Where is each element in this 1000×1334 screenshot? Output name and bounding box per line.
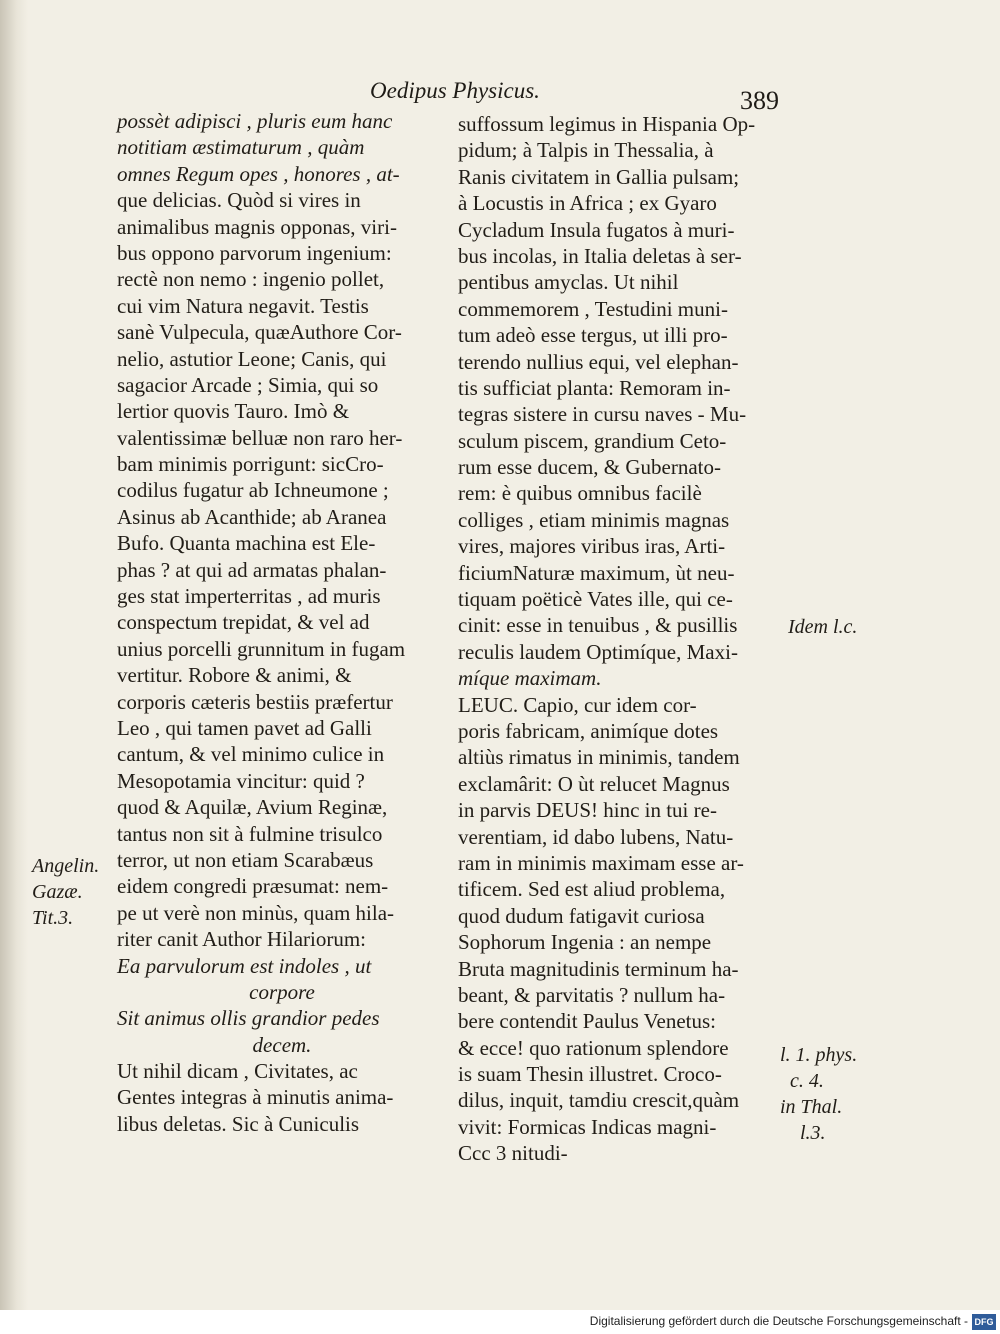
text-line: valentissimæ belluæ non raro her- xyxy=(117,425,403,450)
text-line: sculum piscem, grandium Ceto- xyxy=(458,428,727,453)
text-line: decem. xyxy=(252,1032,312,1057)
text-line: is suam Thesin illustret. Croco- xyxy=(458,1062,722,1087)
text-line: & ecce! quo rationum splendore xyxy=(458,1035,729,1060)
text-line: quod dudum fatigavit curiosa xyxy=(458,903,705,928)
text-line: cinit: esse in tenuibus , & pusillis xyxy=(458,613,738,638)
text-line: bus incolas, in Italia deletas à ser- xyxy=(458,243,742,268)
text-line: que delicias. Quòd si vires in xyxy=(117,188,361,213)
text-line: sagacior Arcade ; Simia, qui so xyxy=(117,372,379,397)
text-line: corpore xyxy=(249,979,315,1004)
text-line: pe ut verè non minùs, quam hila- xyxy=(117,900,395,925)
text-line: reculis laudem Optimíque, Maxi- xyxy=(458,639,738,664)
running-title: Oedipus Physicus. xyxy=(370,78,540,103)
text-line: dilus, inquit, tamdiu crescit,quàm xyxy=(458,1088,740,1113)
margin-note-line: Angelin. xyxy=(32,855,100,877)
text-line: pentibus amyclas. Ut nihil xyxy=(458,270,679,295)
text-line: omnes Regum opes , honores , at- xyxy=(117,161,400,186)
text-line: commemorem , Testudini muni- xyxy=(458,296,728,321)
text-line: bam minimis porrigunt: sicCro- xyxy=(117,452,384,477)
margin-note-line: l. 1. phys. xyxy=(780,1044,858,1066)
text-line: Gentes integras à minutis anima- xyxy=(117,1085,394,1110)
text-line: míque maximam. xyxy=(458,666,602,691)
margin-note-line: Gazæ. xyxy=(32,881,83,903)
text-line: Mesopotamia vincitur: quid ? xyxy=(117,768,365,793)
text-line: nelio, astutior Leone; Canis, qui xyxy=(117,346,387,371)
text-line: riter canit Author Hilariorum: xyxy=(117,927,367,952)
page-number: 389 xyxy=(740,86,779,115)
text-line: cantum, & vel minimo culice in xyxy=(117,742,385,767)
text-line: tificem. Sed est aliud problema, xyxy=(458,877,726,902)
text-line: sanè Vulpecula, quæAuthore Cor- xyxy=(117,320,402,345)
text-line: Ranis civitatem in Gallia pulsam; xyxy=(458,164,740,189)
text-line: à Locustis in Africa ; ex Gyaro xyxy=(458,191,717,216)
text-line: Bruta magnitudinis terminum ha- xyxy=(458,956,739,981)
margin-note-line: in Thal. xyxy=(780,1096,843,1118)
text-line: poris fabricam, animíque dotes xyxy=(458,718,719,743)
text-line: libus deletas. Sic à Cuniculis xyxy=(117,1111,360,1136)
margin-note-phys xyxy=(780,1042,857,1146)
text-line: ficiumNaturæ maximum, ùt neu- xyxy=(458,560,735,585)
text-line: Asinus ab Acanthide; ab Aranea xyxy=(117,504,387,529)
text-line: unius porcelli grunnitum in fugam xyxy=(117,636,406,661)
text-line: conspectum trepidat, & vel ad xyxy=(117,610,370,635)
text-line: vertitur. Robore & animi, & xyxy=(117,663,352,688)
text-line: quod & Aquilæ, Avium Reginæ, xyxy=(117,795,388,820)
text-line: vivit: Formicas Indicas magni- xyxy=(458,1114,717,1139)
left-text-column xyxy=(117,108,447,1137)
text-line: tiquam poëticè Vates ille, qui ce- xyxy=(458,587,733,612)
text-line: bus oppono parvorum ingenium: xyxy=(117,240,392,265)
text-line: ram in minimis maximam esse ar- xyxy=(458,850,744,875)
text-line: phas ? at qui ad armatas phalan- xyxy=(117,557,387,582)
text-line: Sophorum Ingenia : an nempe xyxy=(458,930,712,955)
text-line: tis sufficiat planta: Remoram in- xyxy=(458,375,731,400)
text-line: Bufo. Quanta machina est Ele- xyxy=(117,531,376,556)
text-line: Ccc 3 nitudi- xyxy=(458,1141,568,1166)
margin-note-idem: Idem l.c. xyxy=(788,616,858,638)
margin-note-line: Tit.3. xyxy=(32,907,74,929)
text-line: verentiam, id dabo lubens, Natu- xyxy=(458,824,734,849)
text-line: codilus fugatur ab Ichneumone ; xyxy=(117,478,389,503)
text-line: vires, majores viribus iras, Arti- xyxy=(458,534,726,559)
text-line: bere contendit Paulus Venetus: xyxy=(458,1009,716,1034)
text-line: eidem congredi præsumat: nem- xyxy=(117,874,389,899)
text-line: terendo nullius equi, vel elephan- xyxy=(458,349,739,374)
dfg-logo: DFG xyxy=(972,1314,996,1330)
text-line: terror, ut non etiam Scarabæus xyxy=(117,847,374,872)
digitization-footer xyxy=(0,1310,1000,1334)
text-line: exclamârit: O ùt relucet Magnus xyxy=(458,771,730,796)
text-line: tantus non sit à fulmine trisulco xyxy=(117,821,383,846)
footer-credit: Digitalisierung gefördert durch die Deutsche Forschungsgemeinschaft - xyxy=(589,1314,968,1328)
text-line: pidum; à Talpis in Thessalia, à xyxy=(458,138,714,163)
page-gutter xyxy=(0,0,28,1310)
text-line: corporis cæteris bestiis præfertur xyxy=(117,689,393,714)
text-line: beant, & parvitatis ? nullum ha- xyxy=(458,982,726,1007)
text-line: tegras sistere in cursu naves - Mu- xyxy=(458,402,747,427)
text-line: Ea parvulorum est indoles , ut xyxy=(117,953,372,978)
text-line: animalibus magnis opponas, viri- xyxy=(117,214,397,239)
text-line: rum esse ducem, & Gubernato- xyxy=(458,455,722,480)
text-line: cui vim Natura negavit. Testis xyxy=(117,293,369,318)
text-line: suffossum legimus in Hispania Op- xyxy=(458,112,756,136)
text-line: colliges , etiam minimis magnas xyxy=(458,507,730,532)
text-line: ges stat imperterritas , ad muris xyxy=(117,584,381,609)
margin-note-line: c. 4. xyxy=(790,1070,824,1092)
text-line: Ut nihil dicam , Civitates, ac xyxy=(117,1059,358,1084)
text-line: tum adeò esse tergus, ut illi pro- xyxy=(458,323,728,348)
right-text-column xyxy=(458,111,788,1167)
text-line: possèt adipisci , pluris eum hanc xyxy=(117,109,393,133)
text-line: LEUC. Capio, cur idem cor- xyxy=(458,692,697,717)
text-line: in parvis DEUS! hinc in tui re- xyxy=(458,798,717,823)
text-line: Sit animus ollis grandior pedes xyxy=(117,1006,380,1031)
margin-note-line: l.3. xyxy=(800,1122,826,1144)
text-line: altiùs rimatus in minimis, tandem xyxy=(458,745,740,770)
text-line: Cycladum Insula fugatos à muri- xyxy=(458,217,735,242)
text-line: Leo , qui tamen pavet ad Galli xyxy=(117,715,372,740)
text-line: rem: è quibus omnibus facilè xyxy=(458,481,702,506)
margin-note-angelin xyxy=(32,853,99,931)
text-line: lertior quovis Tauro. Imò & xyxy=(117,399,350,424)
text-line: notitiam æstimaturum , quàm xyxy=(117,135,365,160)
text-line: rectè non nemo : ingenio pollet, xyxy=(117,267,385,292)
